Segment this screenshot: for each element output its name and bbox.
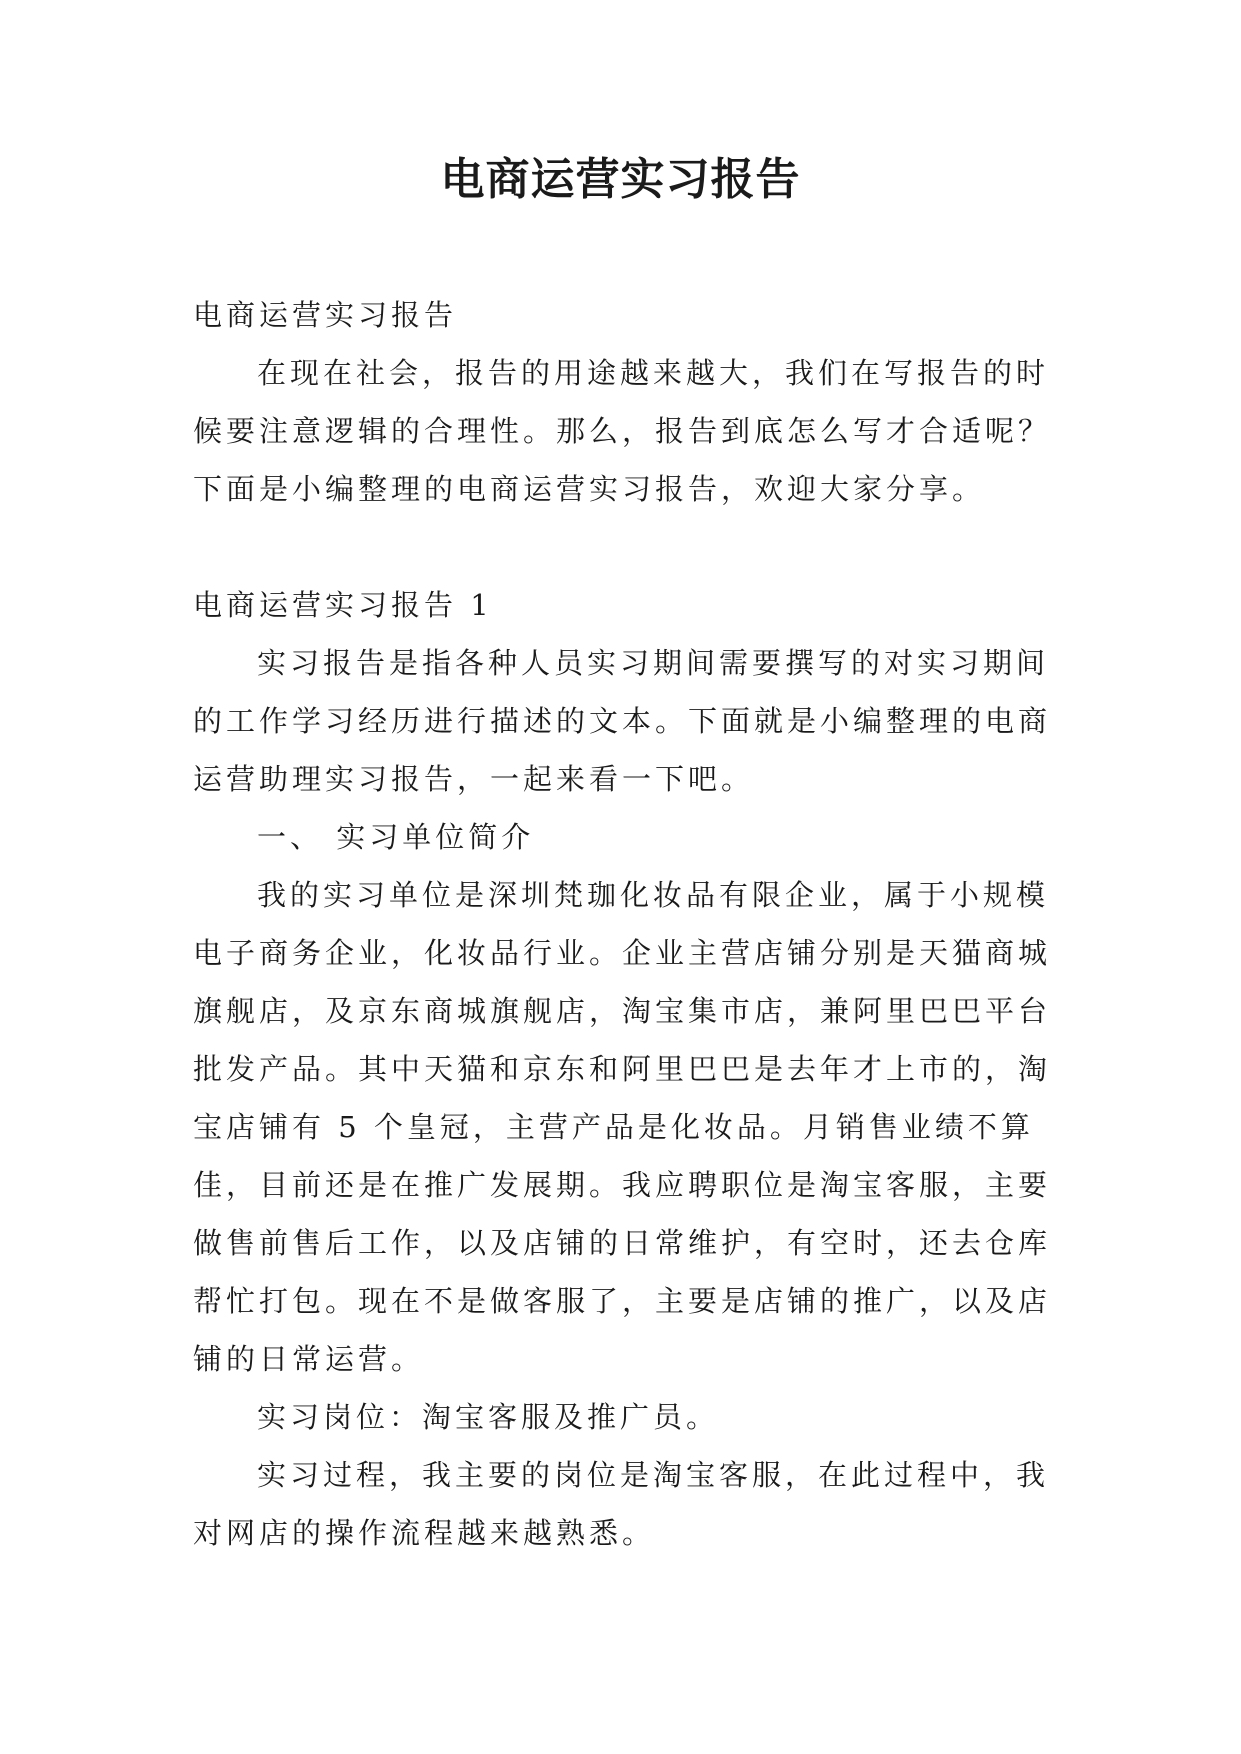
- section-title: 电商运营实习报告 1: [193, 588, 493, 622]
- position-paragraph: 实习岗位：淘宝客服及推广员。: [257, 1400, 720, 1434]
- section-intro-paragraph: 实习报告是指各种人员实习期间需要撰写的对实习期间的工作学习经历进行描述的文本。下面就是小编整理的电商运营助理实习报告，一起来看一下吧。: [193, 646, 1052, 796]
- intro-paragraph: 在现在社会，报告的用途越来越大，我们在写报告的时候要注意逻辑的合理性。那么，报告到底怎么写才合适呢？下面是小编整理的电商运营实习报告，欢迎大家分享。: [193, 356, 1052, 506]
- document-title: 电商运营实习报告: [440, 154, 801, 205]
- document-subtitle: 电商运营实习报告: [193, 298, 458, 332]
- company-paragraph: 我的实习单位是深圳梵珈化妆品有限企业，属于小规模电子商务企业，化妆品行业。企业主营店铺分别是天猫商城旗舰店，及京东商城旗舰店，淘宝集市店，兼阿里巴巴平台批发产品。其中天猫和京东和阿里巴巴是去年才上市的，淘宝店铺有 5 个皇冠，主营产品是化妆品。月销售业绩不算佳，目前还是在推广发展期。我应聘职位是淘宝客服，主要做售前售后工作，以及店铺的日常维护，有空时，还去仓库帮忙打包。现在不是做客服了，主要是店铺的推广，以及店铺的日常运营。: [193, 878, 1052, 1376]
- process-paragraph: 实习过程，我主要的岗位是淘宝客服，在此过程中，我对网店的操作流程越来越熟悉。: [193, 1458, 1050, 1550]
- heading-internship-unit: 一、 实习单位简介: [257, 820, 535, 854]
